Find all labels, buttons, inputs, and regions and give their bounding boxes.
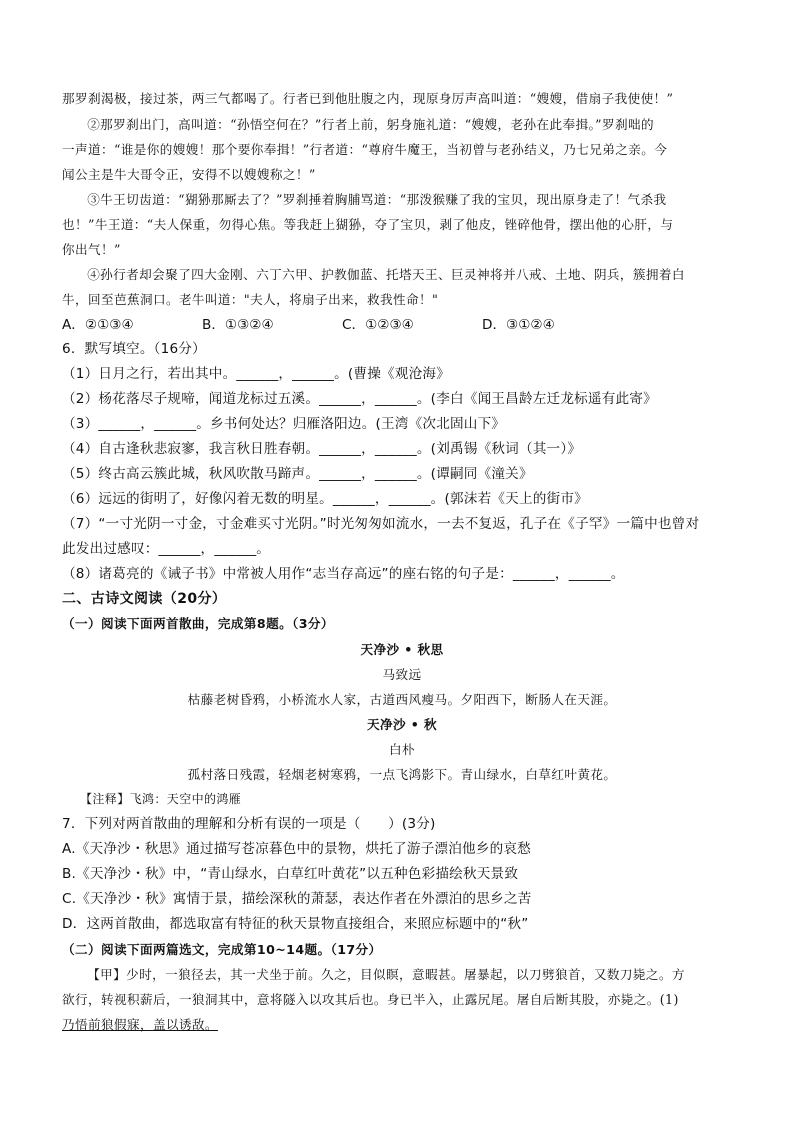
- poem-2-title: 天净沙 • 秋: [367, 717, 437, 732]
- q5-passage-2-line2: 一声道：“谁是你的嫂嫂！那个要你奉揖！”行者道：“尊府牛魔王，当初曾与老孙结义，乃七兄弟之亲。今: [62, 142, 668, 157]
- poem-1-title: 天净沙 • 秋思: [360, 642, 444, 657]
- q5-passage-4-line2: 牛，回至芭蕉洞口。老牛叫道："夫人，将扇子出来，救我性命！": [62, 292, 439, 307]
- q6-item-7-line1[interactable]: （7）“一寸光阴一寸金，寸金难买寸光阴。”时光匆匆如流水，一去不复返，孔子在《子罕》一篇中也曾对: [62, 516, 700, 532]
- q5-passage-1: 那罗刹渴极，接过茶，两三气都喝了。行者已到他肚腹之内，现原身厉声高叫道：“嫂嫂，借扇子我使使！”: [62, 91, 674, 106]
- q5-passage-2-line1: ②那罗刹出门，高叫道：“孙悟空何在？”行者上前，躬身施礼道：“嫂嫂，老孙在此奉揖。”罗刹咄的: [87, 117, 654, 132]
- q7-option-a[interactable]: A.《天净沙・秋思》通过描写苍凉暮色中的景物，烘托了游子漂泊他乡的哀愁: [62, 841, 531, 857]
- poem-2-text: 孤村落日残霞，轻烟老树寒鸦，一点飞鸿影下。青山绿水，白草红叶黄花。: [187, 767, 617, 782]
- section-2-sub1-title: （一）阅读下面两首散曲，完成第8题。（3分）: [62, 616, 334, 631]
- q7-option-c[interactable]: C.《天净沙・秋》寓情于景，描绘深秋的萧瑟，表达作者在外漂泊的思乡之苦: [62, 891, 532, 907]
- q5-passage-2-line3: 闻公主是牛大哥令正，安得不以嫂嫂称之！”: [62, 167, 316, 182]
- q5-option-a[interactable]: A．②①③④: [62, 317, 134, 333]
- q5-option-d[interactable]: D．③①②④: [482, 317, 555, 333]
- q6-item-7-line2[interactable]: 此发出过感叹：______，______。: [62, 541, 271, 557]
- poem-1-text: 枯藤老树昏鸦，小桥流水人家，古道西风瘦马。夕阳西下，断肠人在天涯。: [187, 692, 617, 707]
- section-2-title: 二、古诗文阅读（20分）: [62, 591, 227, 607]
- q6-item-2[interactable]: （2）杨花落尽子规啼，闻道龙标过五溪。______，______。(李白《闻王昌龄左迁龙标遥有此寄》: [62, 391, 657, 407]
- q5-options: [62, 313, 742, 335]
- q6-item-3[interactable]: （3）______，______。乡书何处达？归雁洛阳边。(王湾《次北固山下》: [62, 416, 506, 432]
- q7-option-b[interactable]: B.《天净沙・秋》中，“青山绿水，白草红叶黄花”以五种色彩描绘秋天景致: [62, 866, 519, 882]
- q5-option-c[interactable]: C．①②③④: [342, 317, 414, 333]
- q5-passage-3-line3: 你出气！”: [62, 242, 121, 257]
- poem-2-author: 白朴: [389, 742, 415, 757]
- q5-passage-4-line1: ④孙行者却会聚了四大金刚、六丁六甲、护教伽蓝、托塔天王、巨灵神将并八戒、土地、阴兵，簇拥着白: [87, 267, 685, 282]
- section-2-sub2-title: （二）阅读下面两篇选文，完成第10~14题。（17分）: [62, 942, 382, 957]
- q6-item-8[interactable]: （8）诸葛亮的《诫子书》中常被人用作“志当存高远”的座右铭的句子是：______，______。: [62, 566, 625, 582]
- poem-note: 【注释】飞鸿：天空中的鸿雁: [80, 792, 242, 806]
- q5-option-b[interactable]: B．①③②④: [202, 317, 274, 333]
- q6-item-1[interactable]: （1）日月之行，若出其中。______，______。(曹操《观沧海》: [62, 366, 450, 382]
- q6-item-5[interactable]: （5）终古高云簇此城，秋风吹散马蹄声。______，______。(谭嗣同《潼关》: [62, 466, 533, 482]
- q6-item-4[interactable]: （4）自古逢秋悲寂寥，我言秋日胜春朝。______，______。(刘禹锡《秋词（其一）》: [62, 441, 582, 457]
- q5-passage-3-line1: ③牛王切齿道：“猢狲那厮去了？”罗刹捶着胸脯骂道：“那泼猴赚了我的宝贝，现出原身走了！气杀我: [87, 192, 667, 207]
- poem-1-author: 马致远: [382, 667, 422, 682]
- q7-option-d[interactable]: D．这两首散曲，都选取富有特征的秋天景物直接组合，来照应标题中的“秋”: [62, 916, 529, 932]
- q6-item-6[interactable]: （6）远远的街明了，好像闪着无数的明星。______，______。(郭沫若《天上的街市》: [62, 491, 588, 507]
- q6-title: 6．默写填空。（16分）: [62, 341, 206, 357]
- jia-passage-line3: 乃悟前狼假寐，盖以诱敌。: [62, 1017, 218, 1032]
- jia-passage-line1: 【甲】少时，一狼径去，其一犬坐于前。久之，目似瞑，意暇甚。屠暴起，以刀劈狼首，又数刀毙之。方: [87, 967, 685, 982]
- q7-stem: 7．下列对两首散曲的理解和分析有误的一项是（ ）(3分): [62, 816, 436, 832]
- q5-passage-3-line2: 也！”牛王道：“夫人保重，勿得心焦。等我赶上猢狲，夺了宝贝，剥了他皮，锉碎他骨，摆出他的心肝，与: [62, 217, 674, 232]
- jia-passage-line2: 欲行，转视积薪后，一狼洞其中，意将隧入以攻其后也。身已半入，止露尻尾。屠自后断其股，亦毙之。(1): [62, 992, 679, 1007]
